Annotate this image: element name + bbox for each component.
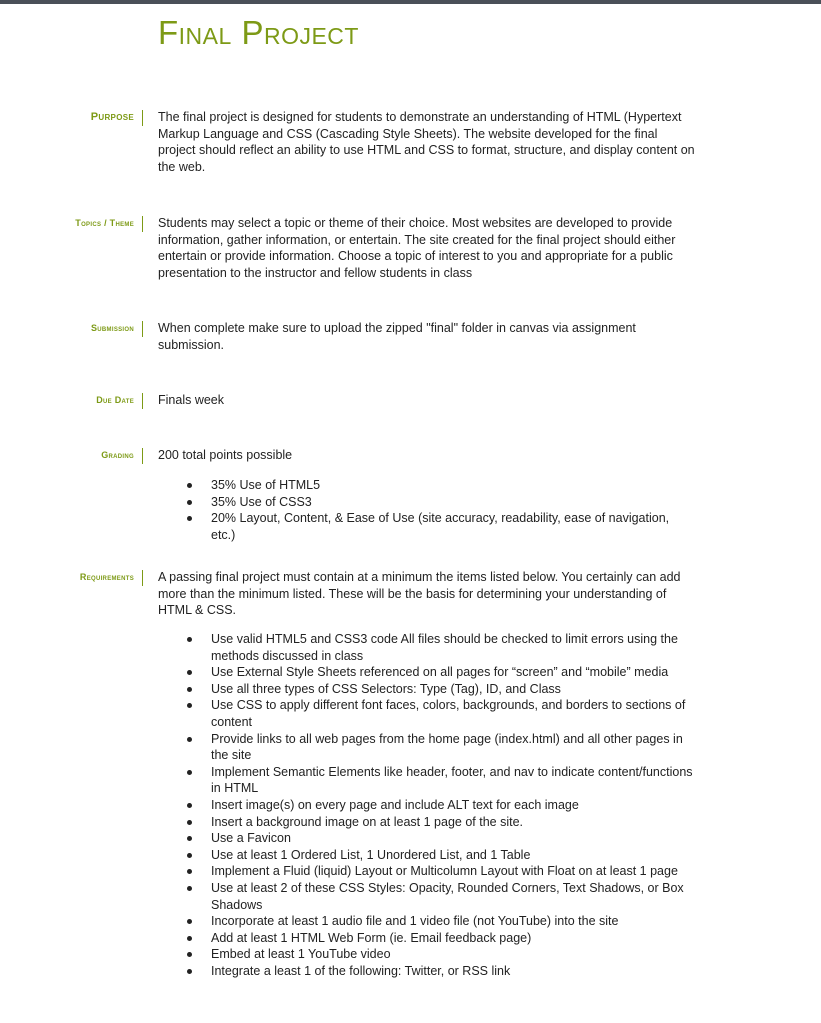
- section-text-submission: When complete make sure to upload the zipped "final" folder in canvas via assignment submission.: [158, 321, 636, 352]
- list-item: Use valid HTML5 and CSS3 code All files should be checked to limit errors using the methods discussed in class: [186, 631, 696, 664]
- section-text-purpose: The final project is designed for students to demonstrate an understanding of HTML (Hypertext Markup Language and CSS (Cascading Style Sheets). The website developed for the final project should reflect an ability to use HTML and CSS to format, structure, and display content on the web.: [158, 110, 695, 174]
- list-item: Implement Semantic Elements like header, footer, and nav to indicate content/functions in HTML: [186, 764, 696, 797]
- section-label-requirements: Requirements: [79, 572, 134, 582]
- list-item: Use External Style Sheets referenced on all pages for “screen” and “mobile” media: [186, 664, 696, 681]
- list-item: 35% Use of CSS3: [186, 494, 696, 511]
- section-text-topics: Students may select a topic or theme of their choice. Most websites are developed to provide information, gather information, or entertain. The site created for the final project should either entertain or provide information. Choose a topic of interest to you and appropriate for a public presentation to the instructor and fellow students in class: [158, 216, 676, 280]
- section-label-due-date: Due Date: [96, 395, 134, 405]
- label-divider: [142, 321, 143, 337]
- section-label-purpose: Purpose: [90, 111, 134, 123]
- list-item: Insert image(s) on every page and include ALT text for each image: [186, 797, 696, 814]
- list-item: Insert a background image on at least 1 page of the site.: [186, 814, 696, 831]
- list-item: Use a Favicon: [186, 830, 696, 847]
- label-divider: [142, 110, 143, 126]
- list-item: Integrate a least 1 of the following: Twitter, or RSS link: [186, 963, 696, 980]
- list-item: 20% Layout, Content, & Ease of Use (site accuracy, readability, ease of navigation, etc.): [186, 510, 696, 543]
- section-label-submission: Submission: [90, 323, 134, 333]
- section-text-due-date: Finals week: [158, 393, 224, 407]
- page-title: Final Project: [158, 14, 359, 51]
- list-item: Embed at least 1 YouTube video: [186, 946, 696, 963]
- list-item: 35% Use of HTML5: [186, 477, 696, 494]
- label-divider: [142, 216, 143, 232]
- grading-list: [186, 477, 696, 543]
- list-item: Use all three types of CSS Selectors: Type (Tag), ID, and Class: [186, 681, 696, 698]
- section-text-grading: 200 total points possible: [158, 448, 293, 462]
- label-divider: [142, 570, 143, 586]
- top-rule: [0, 0, 821, 4]
- list-item: Use CSS to apply different font faces, colors, backgrounds, and borders to sections of content: [186, 697, 696, 730]
- section-label-grading: Grading: [101, 450, 134, 460]
- list-item: Use at least 1 Ordered List, 1 Unordered List, and 1 Table: [186, 847, 696, 864]
- list-item: Provide links to all web pages from the home page (index.html) and all other pages in the site: [186, 731, 696, 764]
- label-divider: [142, 448, 143, 464]
- list-item: Incorporate at least 1 audio file and 1 video file (not YouTube) into the site: [186, 913, 696, 930]
- section-label-topics: Topics / Theme: [75, 218, 134, 228]
- list-item: Use at least 2 of these CSS Styles: Opacity, Rounded Corners, Text Shadows, or Box Shadows: [186, 880, 696, 913]
- requirements-list: [186, 631, 696, 979]
- list-item: Add at least 1 HTML Web Form (ie. Email feedback page): [186, 930, 696, 947]
- section-text-requirements: A passing final project must contain at a minimum the items listed below. You certainly can add more than the minimum listed. These will be the basis for determining your understanding of HTML & CSS.: [158, 570, 681, 618]
- list-item: Implement a Fluid (liquid) Layout or Multicolumn Layout with Float on at least 1 page: [186, 863, 696, 880]
- label-divider: [142, 393, 143, 409]
